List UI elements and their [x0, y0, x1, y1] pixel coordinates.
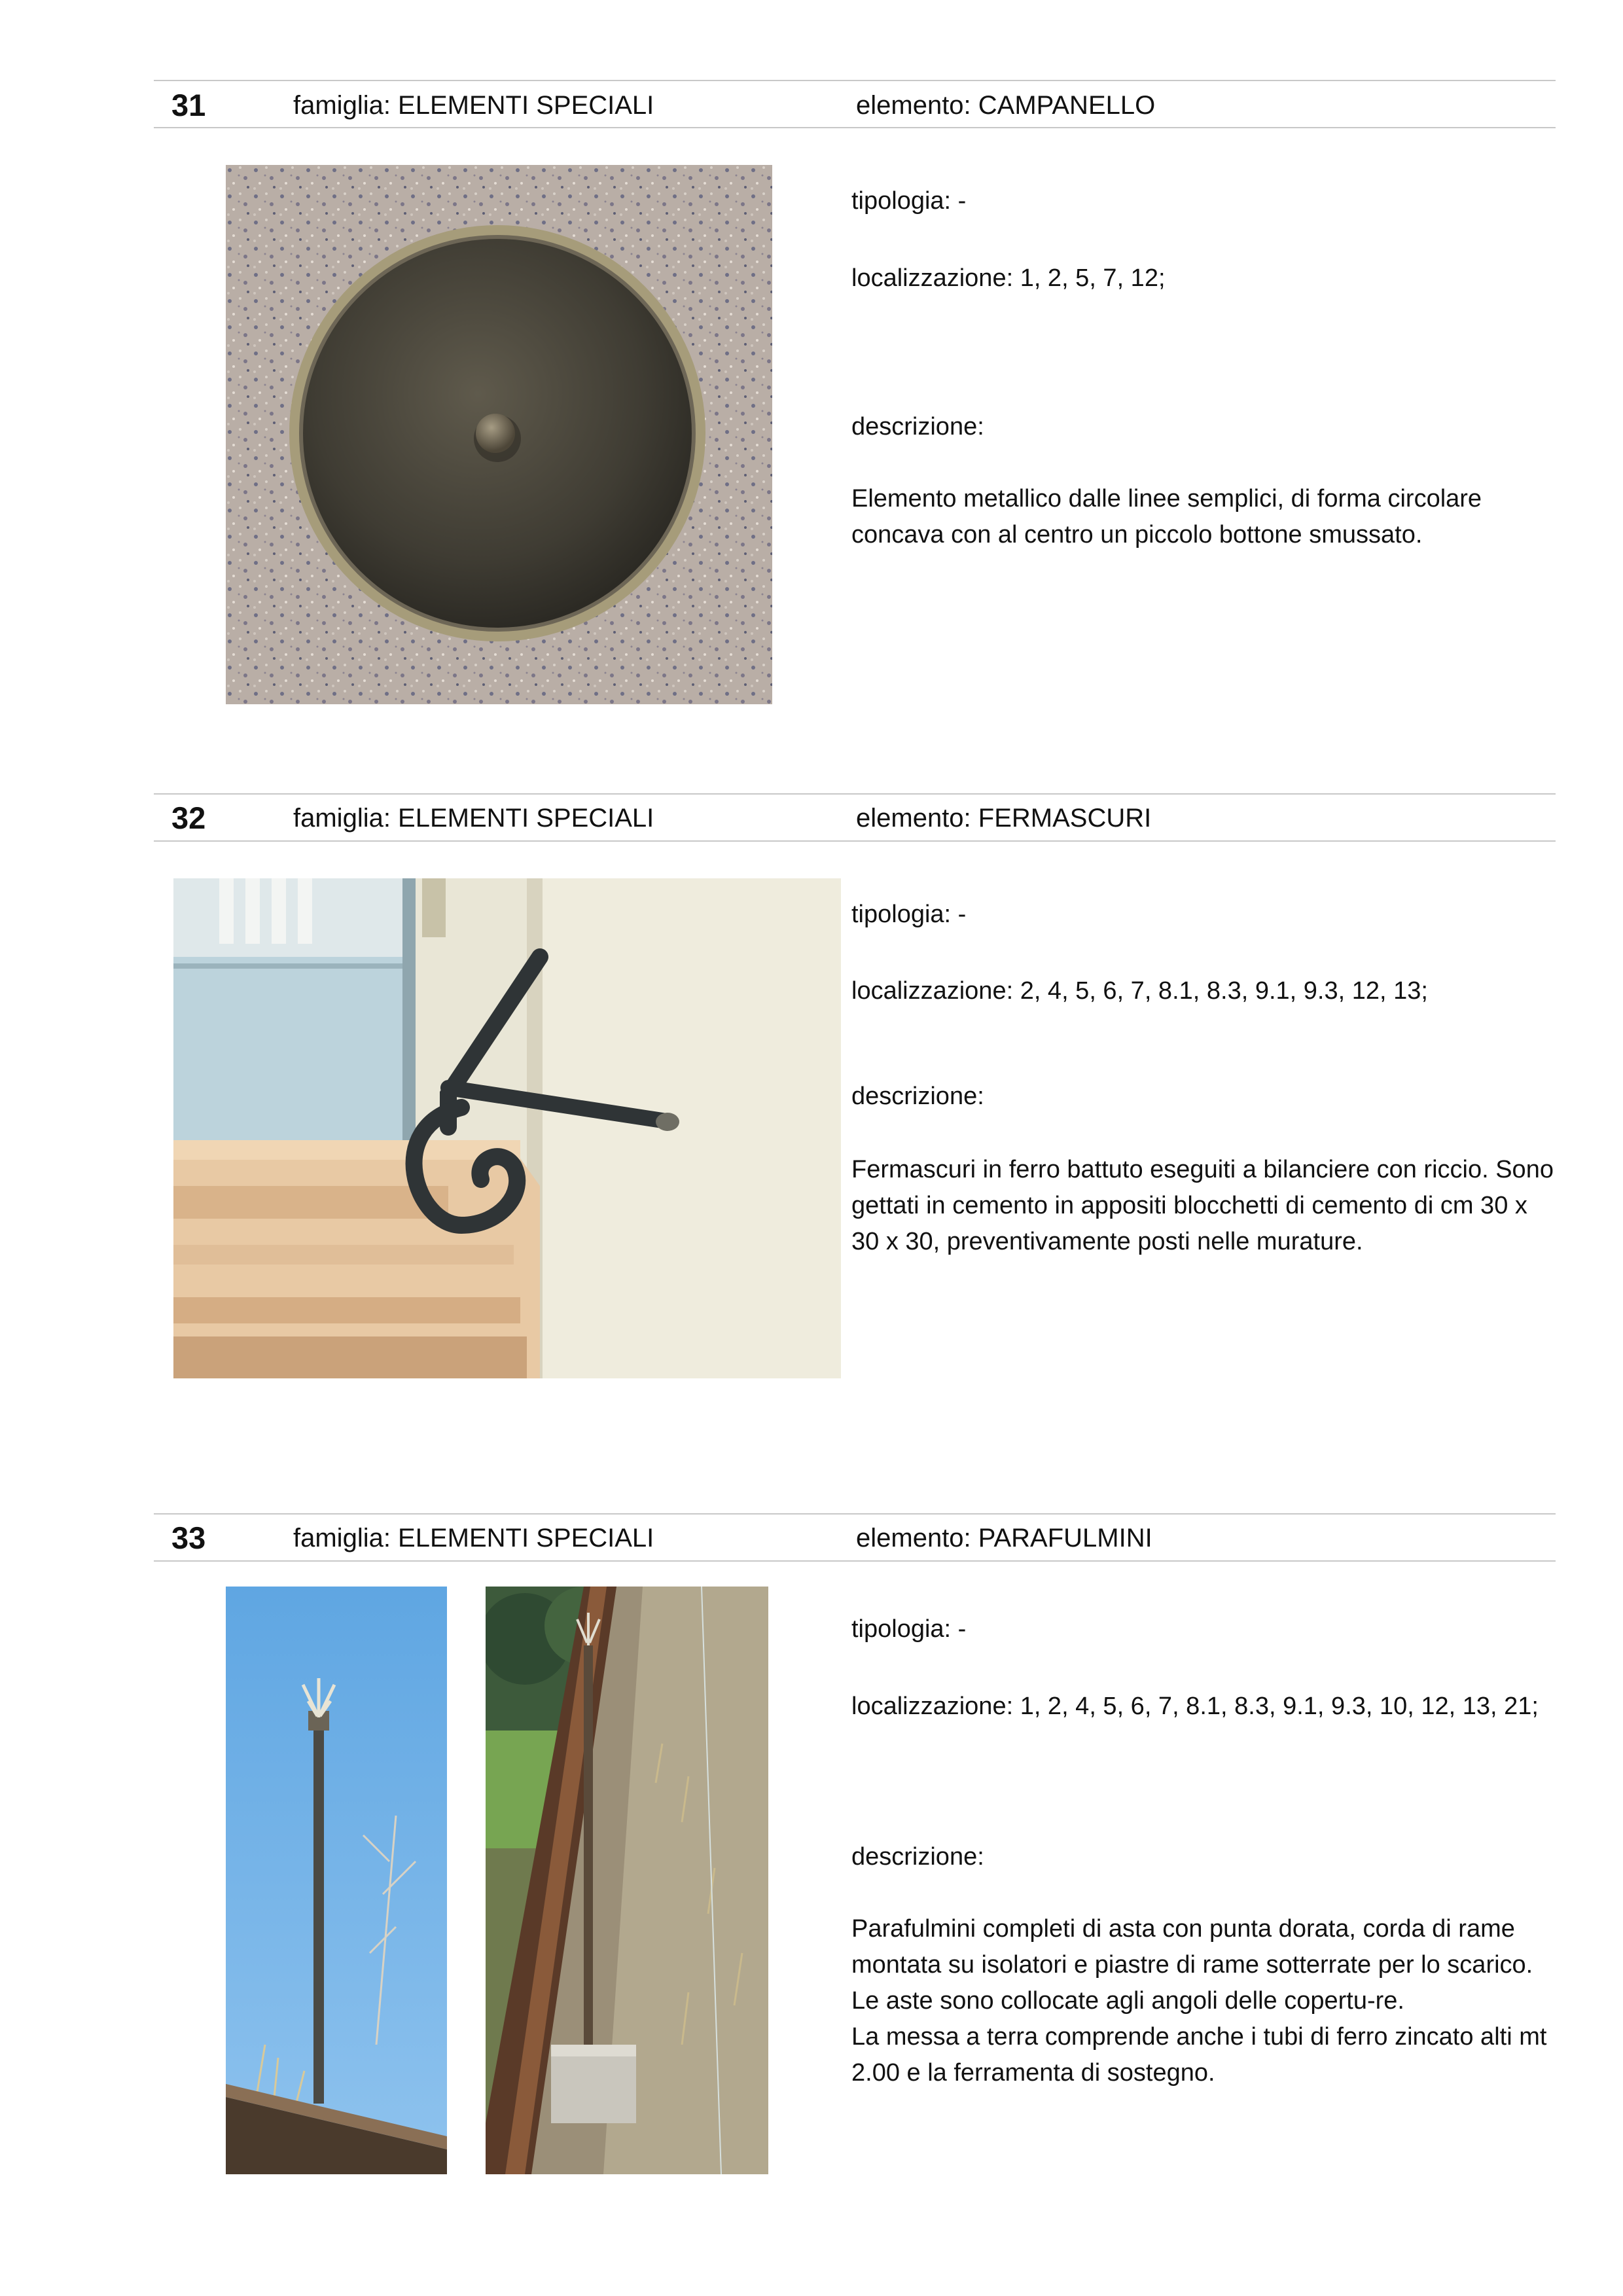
entry-32-bottom-rule: [154, 840, 1556, 842]
entry-32-localizzazione: localizzazione: 2, 4, 5, 6, 7, 8.1, 8.3, 9.1, 9.3, 12, 13;: [851, 977, 1428, 1005]
entry-32-top-rule: [154, 793, 1556, 795]
entry-33-famiglia: famiglia: ELEMENTI SPECIALI: [293, 1524, 654, 1552]
parafulmini-sky-photo: [226, 1587, 447, 2174]
entry-31-descrizione-label: descrizione:: [851, 413, 984, 440]
entry-33-number: 33: [171, 1520, 206, 1555]
entry-32-tipologia: tipologia: -: [851, 901, 967, 928]
entry-32-elemento: elemento: FERMASCURI: [856, 804, 1152, 833]
entry-32-number: 32: [171, 800, 206, 835]
entry-33-localizzazione: localizzazione: 1, 2, 4, 5, 6, 7, 8.1, 8.3, 9.1, 9.3, 10, 12, 13, 21;: [851, 1693, 1539, 1720]
entry-32-famiglia: famiglia: ELEMENTI SPECIALI: [293, 804, 654, 833]
entry-31-number: 31: [171, 88, 206, 122]
entry-32-descrizione: Fermascuri in ferro battuto eseguiti a bilanciere con riccio. Sono gettati in cemento in appositi blocchetti di cemento di cm 30 x 30 x 30, preventivamente posti nelle murature.: [851, 1156, 1554, 1255]
fermascuri-photo: [173, 878, 841, 1378]
entry-33-descrizione: Parafulmini completi di asta con punta dorata, corda di rame montata su isolatori e piastre di rame sotterrate per lo scarico. Le aste sono collocate agli angoli delle copertu-re. La messa a terra comprende anche i tubi di ferro zincato alti mt 2.00 e la ferramenta di sostegno.: [851, 1915, 1547, 2087]
entry-32-descrizione-label: descrizione:: [851, 1083, 984, 1110]
entry-33-tipologia: tipologia: -: [851, 1615, 967, 1643]
entry-33-top-rule: [154, 1513, 1556, 1515]
entry-31-elemento: elemento: CAMPANELLO: [856, 91, 1156, 120]
entry-31-bottom-rule: [154, 127, 1556, 128]
parafulmini-roof-photo: [486, 1587, 768, 2174]
campanello-photo: [226, 165, 772, 704]
entry-31-descrizione: Elemento metallico dalle linee semplici, di forma circolare concava con al centro un piccolo bottone smussato.: [851, 485, 1482, 548]
entry-31-localizzazione: localizzazione: 1, 2, 5, 7, 12;: [851, 264, 1166, 292]
entry-33-elemento: elemento: PARAFULMINI: [856, 1524, 1152, 1552]
entry-33-bottom-rule: [154, 1560, 1556, 1562]
entry-33-descrizione-label: descrizione:: [851, 1843, 984, 1871]
entry-31-top-rule: [154, 80, 1556, 81]
entry-31-famiglia: famiglia: ELEMENTI SPECIALI: [293, 91, 654, 120]
entry-31-tipologia: tipologia: -: [851, 187, 967, 215]
